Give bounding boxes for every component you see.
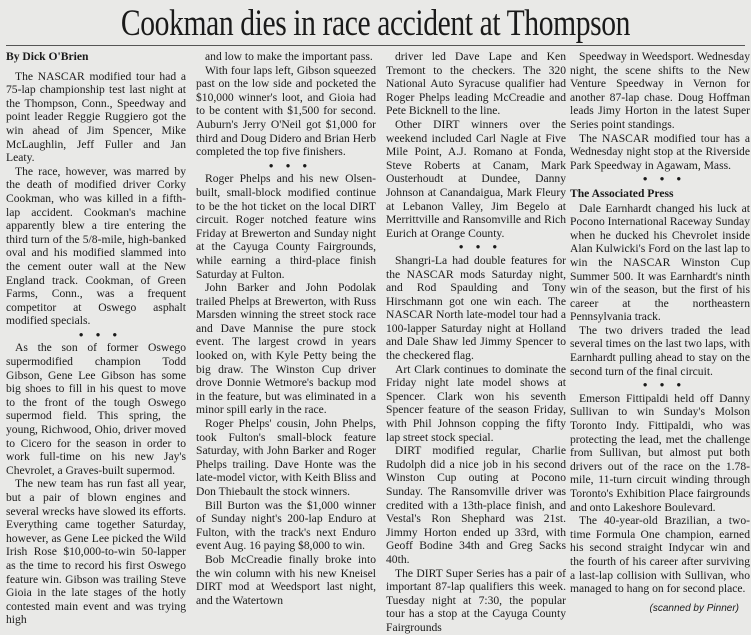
paragraph: Bill Burton was the $1,000 winner of Sunday night's 200-lap Enduro at Fulton, with the track's next Enduro event Aug. 16 paying $8,000 to win.	[196, 498, 376, 553]
paragraph: John Barker and John Podolak trailed Phelps at Brewerton, with Russ Marsden winning the street stock race and Dave Mannise the pure stock event. The largest crowd in years looked on, with Kyle Petty being the big draw. The Winston Cup driver drove Donnie Wetmore's backup mod in the feature, but was eliminated in a minor spill early in the race.	[196, 281, 376, 417]
paragraph: The DIRT Super Series has a pair of important 87-lap qualifiers this week. Tuesday night at 7:30, the popular tour has a stop at the Cayuga County Fairgrounds	[386, 566, 566, 634]
paragraph: Speedway in Weedsport. Wednesday night, the scene shifts to the New Venture Speedway in Vernon for another 87-lap chase. Doug Hoffman leads Jimy Horton in the latest Super Series point standings.	[570, 50, 750, 131]
section-separator: ● ● ●	[458, 242, 503, 252]
paragraph: With four laps left, Gibson squeezed past on the low side and pocketed the $10,000 winner's loot, and Gioia had to be content with $1,500 for second. Auburn's Jerry O'Neil got $1,000 for third and Doug Didero and Brian Herb completed the top five finishers.	[196, 63, 376, 159]
paragraph: The new team has run fast all year, but a pair of blown engines and several wrecks have slowed its efforts. Everything came together Saturday, however, as Gene Lee picked the Wild Irish Rose $10,000-to-win 50-lapper as the time to record his first Oswego feature win. Gibson was trailing Steve Gioia in the late stages of the hotly contested main event and was trying high	[6, 477, 186, 627]
section-heading: The Associated Press	[570, 186, 674, 200]
paragraph: Emerson Fittipaldi held off Danny Sullivan to win Sunday's Molson Toronto Indy. Fittipaldi, who was protecting the lead, met the challenge from Sullivan, but almost put both drivers out of the race on the 1.78-mile, 11-turn circuit winding through Toronto's Exhibition Place fairgrounds and onto Lakeshore Boulevard.	[570, 391, 750, 514]
section-separator: ● ● ●	[268, 160, 313, 170]
section-separator: ● ● ●	[642, 380, 687, 390]
headline: Cookman dies in race accident at Thompson	[120, 3, 631, 44]
paragraph: Other DIRT winners over the weekend included Carl Nagle at Five Mile Point, A.J. Romano at Fonda, Steve Roberts at Canam, Mark Ousterhoudt at Dundee, Danny Johnson at Canandaigua, Mark Fleury at Lebanon Valley, Jim Begelo at Merrittville and Ransomville and Rich Eurich at Orange County.	[386, 117, 566, 240]
section-separator: ● ● ●	[642, 174, 687, 184]
paragraph: Roger Phelps and his new Olsen-built, small-block modified continue to be the hot ticket on the local DIRT circuit. Roger notched feature wins Friday at Brewerton and Sunday night at the Cayuga County Fairgrounds, while earning a third-place finish Saturday at Fulton.	[196, 172, 376, 281]
section-separator: ● ● ●	[78, 329, 123, 339]
headline-rule	[6, 45, 745, 46]
paragraph: The two drivers traded the lead several times on the last two laps, with Earnhardt pulling ahead to stay on the second turn of the final circuit.	[570, 323, 750, 378]
scan-credit: (scanned by Pinner)	[649, 603, 739, 614]
paragraph: The NASCAR modified tour has a Wednesday night stop at the Riverside Park Speedway in Agawam, Mass.	[570, 131, 750, 172]
article-column-2	[196, 50, 376, 610]
article-column-1	[6, 50, 186, 627]
paragraph: Shangri-La had double features for the NASCAR mods Saturday night, and Rod Spaulding and Tony Hirschmann got one win each. The NASCAR North late-model tour had a 100-lapper Saturday night at Holland and Dale Shaw led Jimmy Spencer to the checkered flag.	[386, 253, 566, 363]
paragraph: As the son of former Oswego supermodified champion Todd Gibson, Gene Lee Gibson has some big shoes to fill in his quest to move to the front of the tough Oswego supermod field. This spring, the young, Richwood, Ohio, driver moved to Cicero for the season in order to work full-time on his new Jay's Chevrolet, a Graves-built supermod.	[6, 341, 186, 477]
paragraph: The race, however, was marred by the death of modified driver Corky Cookman, who was killed in a fifth-lap accident. Cookman's machine apparently blew a tire entering the third turn of the 5/8-mile, high-banked oval and his modified slammed into the cement outer wall at the New England track. Cookman, of Green Farms, Conn., was a frequent competitor at Oswego asphalt modified specials.	[6, 164, 186, 328]
paragraph: Art Clark continues to dominate the Friday night late model shows at Spencer. Clark won his seventh Spencer feature of the season Friday, with Phil Johnson copping the fifty lap street stock special.	[386, 362, 566, 444]
paragraph: Roger Phelps' cousin, John Phelps, took Fulton's small-block feature Saturday, with John Barker and Roger Phelps trailing. Dave Honte was the late-model victor, with Keith Bliss and Don Thiebault the stock winners.	[196, 417, 376, 498]
paragraph: Bob McCreadie finally broke into the win column with his new Kneisel DIRT mod at Weedsport last night, and the Watertown	[196, 552, 376, 607]
paragraph: DIRT modified regular, Charlie Rudolph did a nice job in his second Winston Cup outing at Pocono Sunday. The Ransomville driver was credited with a 13th-place finish, and Vestal's Ron Shephard was 21st. Jimmy Horton ended up 33rd, with Geoff Bodine 34th and Greg Sacks 40th.	[386, 444, 566, 566]
byline: By Dick O'Brien	[6, 50, 89, 63]
article-column-3	[386, 50, 566, 634]
article-column-4	[570, 50, 750, 610]
paragraph: The NASCAR modified tour had a 75-lap championship test last night at the Thompson, Conn., Speedway and point leader Reggie Ruggiero got the win ahead of Jim Spencer, Mike McLaughlin, Jeff Fuller and Jan Leaty.	[6, 69, 186, 165]
paragraph: driver led Dave Lape and Ken Tremont to the checkers. The 320 National Auto Syracuse qualifier had Roger Phelps leading McCreadie and Pete Bicknell to the line.	[386, 50, 566, 118]
paragraph: Dale Earnhardt changed his luck at Pocono International Raceway Sunday when he ducked his Chevrolet inside Alan Kulwicki's Ford on the last lap to win the NASCAR Winston Cup Summer 500. It was Earnhardt's ninth win of the season, but the first of his career at the northeastern Pennsylvania track.	[570, 201, 750, 324]
paragraph: The 40-year-old Brazilian, a two-time Formula One champion, earned his second straight Indycar win and the fourth of his career after surviving a last-lap collision with Sullivan, who managed to hang on for second place.	[570, 514, 750, 596]
paragraph: and low to make the important pass.	[205, 50, 373, 63]
